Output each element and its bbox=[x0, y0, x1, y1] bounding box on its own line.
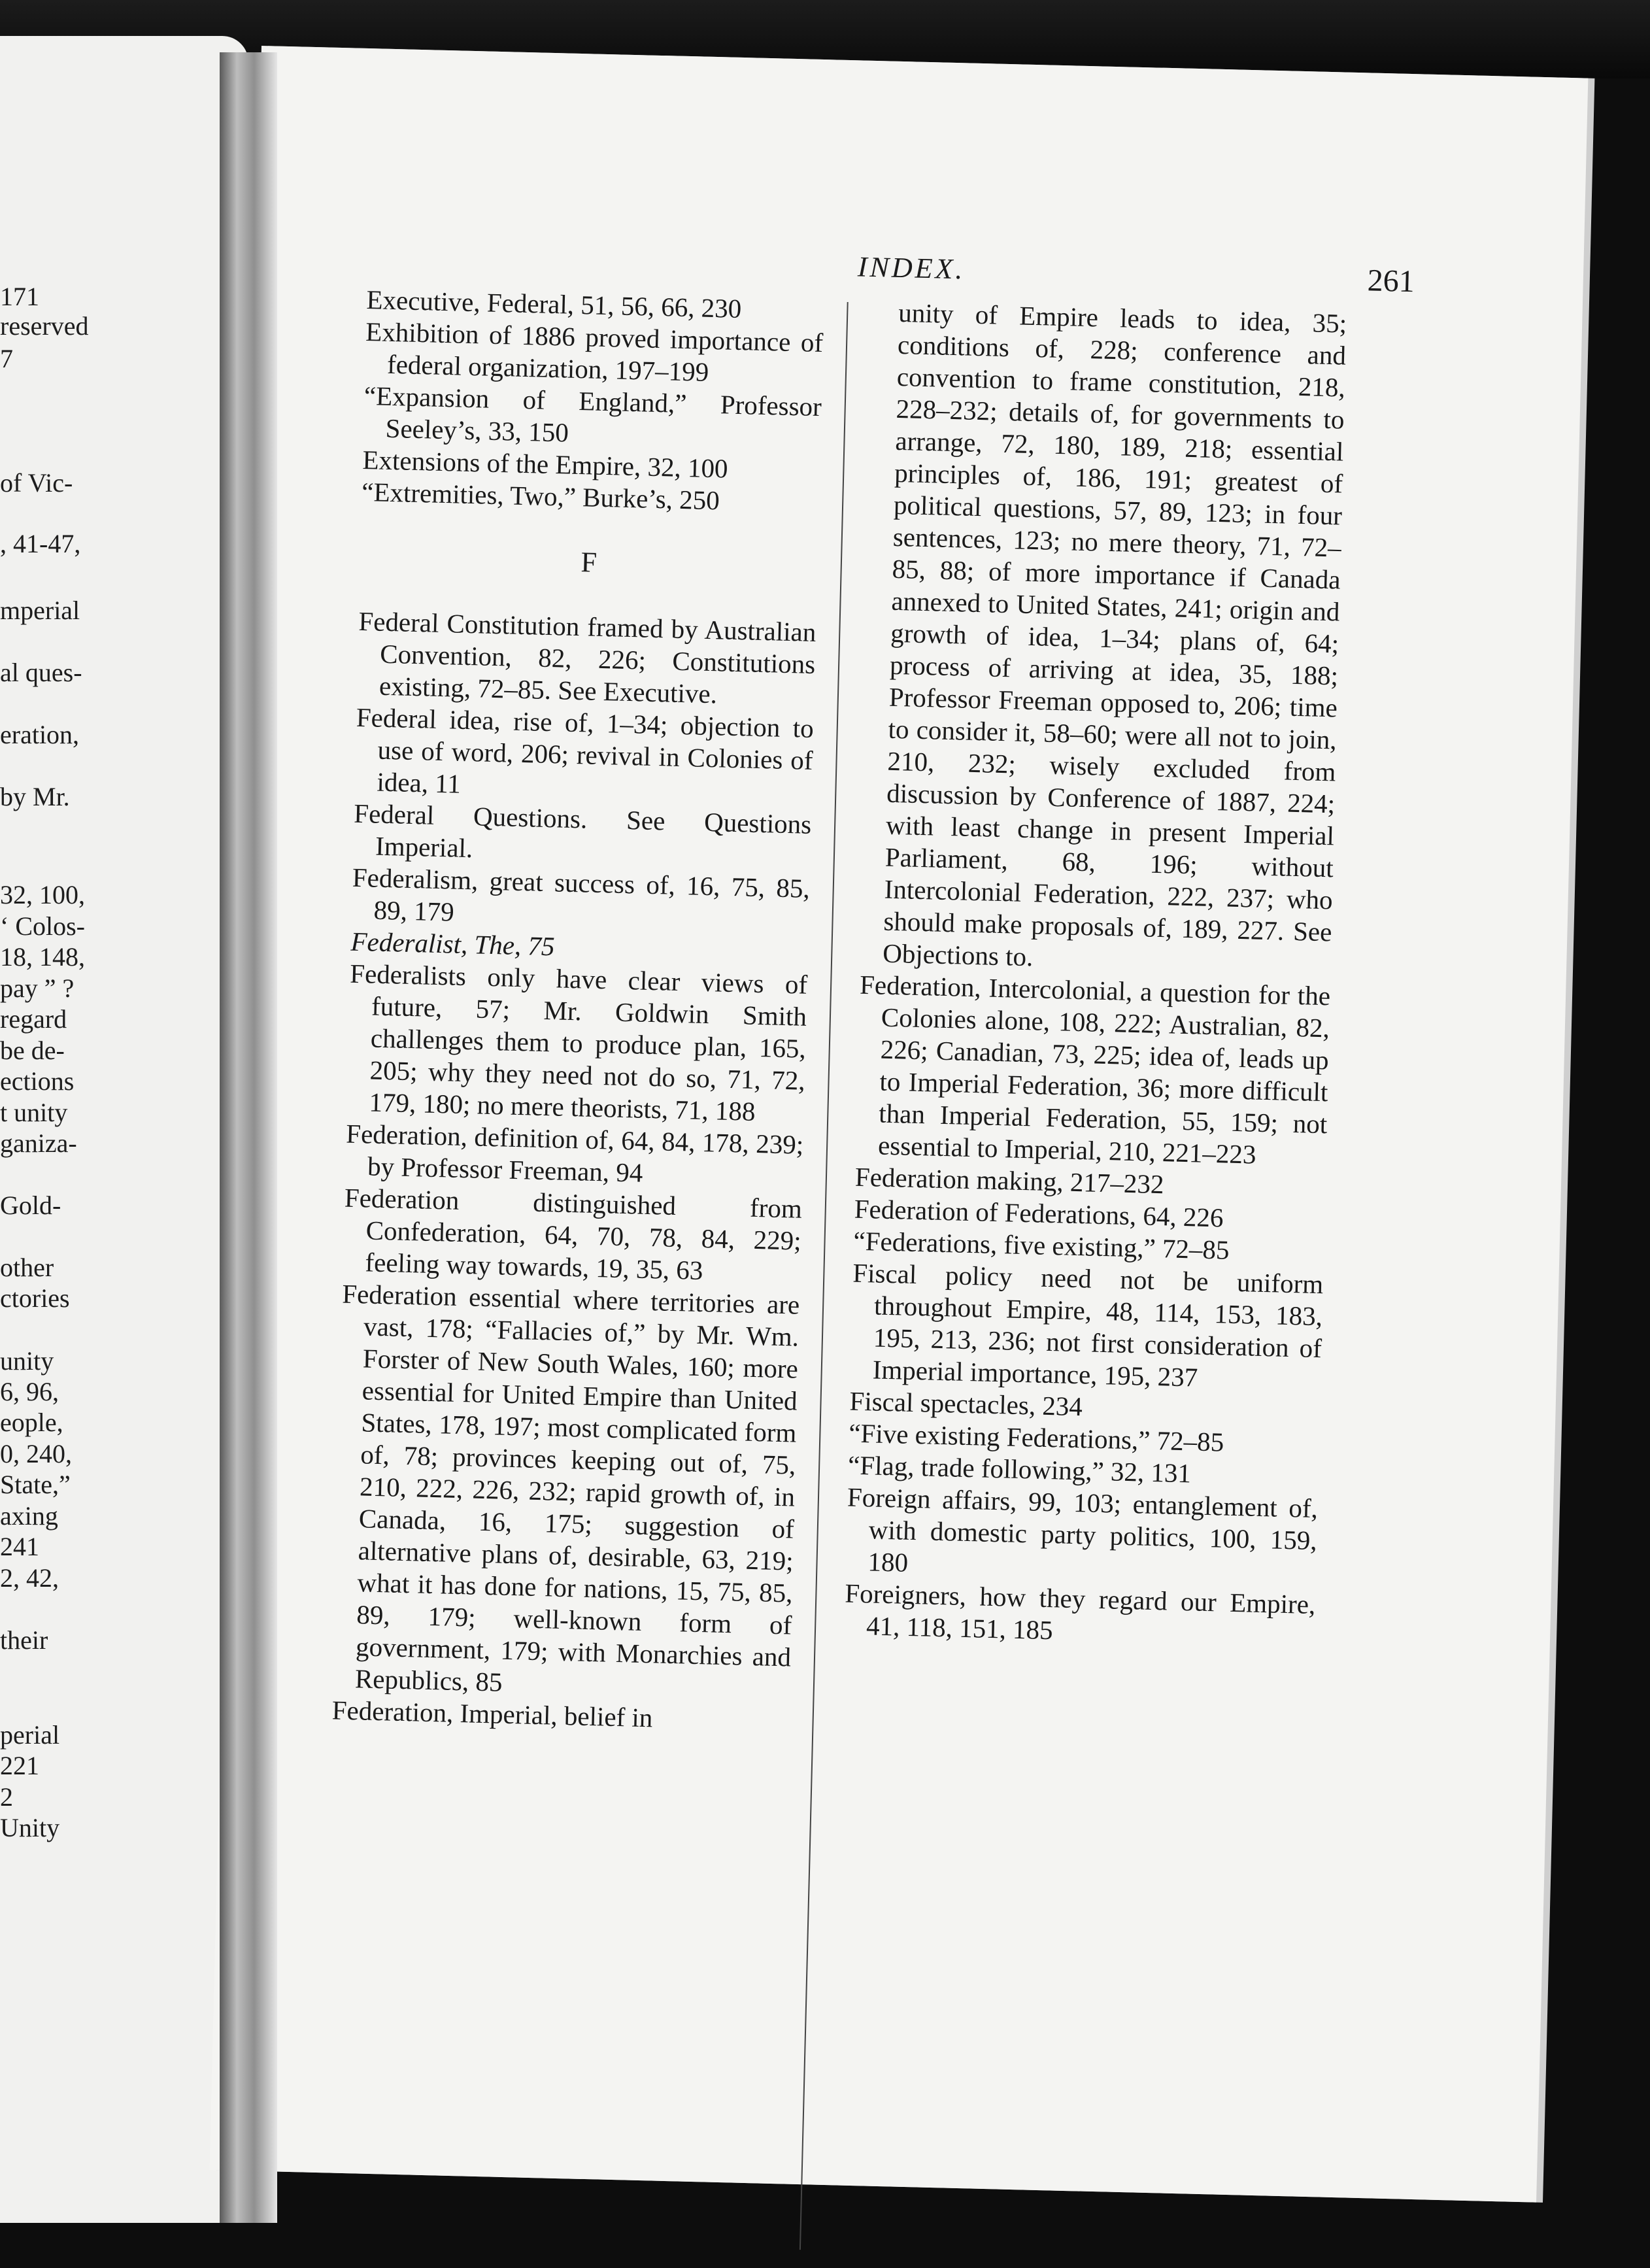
facing-page-fragment: 241 bbox=[0, 1532, 39, 1561]
index-entry: Executive, Federal, 51, 56, 66, 230 bbox=[366, 284, 742, 324]
index-entry: Federalists only have clear views of future, 57; Mr. Goldwin Smith challenges them to produce plan, 165, 205; why they need not do so, 71, 72, 179, 180; no mere theorists, 71, 188 bbox=[349, 958, 808, 1126]
facing-page-fragment: ctories bbox=[0, 1283, 70, 1313]
facing-page-fragment: al ques- bbox=[0, 658, 82, 687]
index-entry: Federalist, The, 75 bbox=[350, 926, 556, 962]
facing-page-fragment: by Mr. bbox=[0, 782, 70, 811]
facing-page-fragment: pay ” ? bbox=[0, 973, 75, 1003]
index-entry: Federation distinguished from Confederation, 64, 70, 78, 84, 229; feeling way towards, 19, 35, 63 bbox=[344, 1182, 803, 1286]
facing-page-fragment: State,” bbox=[0, 1470, 71, 1499]
facing-page-fragment: eople, bbox=[0, 1408, 63, 1437]
index-entry: Foreigners, how they regard our Empire, 41, 118, 151, 185 bbox=[844, 1578, 1316, 1646]
facing-page-fragment: of Vic- bbox=[0, 468, 73, 498]
facing-page-fragment: be de- bbox=[0, 1036, 65, 1065]
index-entry: Federation, definition of, 64, 84, 178, 239; by Professor Freeman, 94 bbox=[345, 1118, 804, 1188]
index-entry: Federalism, great success of, 16, 75, 85, 89, 179 bbox=[352, 862, 811, 927]
facing-page-fragment: ganiza- bbox=[0, 1128, 77, 1158]
facing-page-fragment: 32, 100, bbox=[0, 880, 85, 909]
index-entry: “Five existing Federations,” 72–85 bbox=[848, 1417, 1224, 1457]
facing-page-fragment: 18, 148, bbox=[0, 942, 85, 972]
facing-page-fragment: 6, 96, bbox=[0, 1377, 59, 1406]
index-entry: Fiscal spectacles, 234 bbox=[849, 1385, 1083, 1422]
facing-page-fragment: 221 bbox=[0, 1751, 39, 1780]
index-entry: Exhibition of 1886 proved importance of federal organization, 197–199 bbox=[365, 316, 824, 387]
running-header: INDEX. bbox=[857, 250, 966, 286]
facing-page-fragment: ections bbox=[0, 1066, 75, 1096]
index-entry: “Extremities, Two,” Burke’s, 250 bbox=[361, 476, 720, 516]
facing-page-fragment: regard bbox=[0, 1004, 67, 1034]
facing-page-fragment: 0, 240, bbox=[0, 1439, 72, 1468]
index-entry: unity of Empire leads to idea, 35; conditions of, 228; conference and convention to frame constitution, 218, 228–232; details of, for governments to arrange, 72, 180, 189, 218; essential principles of, 186, 191; greatest of political questions, 57, 89, 123; in four sentences, 123; no mere theory, 71, 72–85, 88; of more importance if Canada annexed to United States, 241; origin and growth of idea, 1–34; plans of, 64; process of arriving at idea, 35, 188; Professor Freeman opposed to, 206; time to consider it, 58–60; were all not to join, 210, 232; wisely excluded from discussion by Conference of 1887, 224; with least change in present Imperial Parliament, 68, 196; without Intercolonial Federation, 222, 237; who should make proposals of, 189, 227. See Objections to. bbox=[882, 297, 1347, 972]
facing-page-fragment: perial bbox=[0, 1720, 60, 1750]
index-entry: Federation of Federations, 64, 226 bbox=[854, 1193, 1224, 1233]
page-number: 261 bbox=[1367, 263, 1415, 299]
facing-page-fragment: their bbox=[0, 1625, 48, 1655]
facing-page-fragment: ‘ Colos- bbox=[0, 911, 85, 941]
facing-page-fragment: eration, bbox=[0, 720, 80, 749]
facing-page-fragment: , 41-47, bbox=[0, 529, 81, 558]
index-column-right bbox=[844, 296, 1347, 1653]
index-entry: Federation making, 217–232 bbox=[854, 1161, 1164, 1200]
index-entry: “Flag, trade following,” 32, 131 bbox=[847, 1449, 1192, 1489]
facing-page-fragment: mperial bbox=[0, 596, 80, 625]
index-entry: Federation, Intercolonial, a question for the Colonies alone, 108, 222; Australian, 82, 226; Canadian, 73, 225; idea of, leads up to Imperial Federation, 36; more difficult than Imperial Federation, 55, 159; not essential to Imperial, 210, 221–223 bbox=[859, 969, 1331, 1170]
index-entry: Federal Questions. See Questions Imperial. bbox=[353, 798, 812, 864]
index-entry: “Expansion of England,” Professor Seeley’s, 33, 150 bbox=[363, 381, 822, 448]
facing-page-fragment: axing bbox=[0, 1501, 58, 1531]
index-entry: Federation essential where territories are vast, 178; “Fallacies of,” by Mr. Wm. Forster of New South Wales, 160; more essential for United Empire than United States, 178, 197; most complicated form of, 78; provinces keeping out of, 75, 210, 222, 226, 232; rapid growth of, in Canada, 16, 175; suggestion of alternative plans of, desirable, 63, 219; what it has done for nations, 15, 75, 85, 89, 179; well-known form of government, 179; with Monarchies and Republics, 85 bbox=[341, 1278, 800, 1697]
facing-page-fragment: unity bbox=[0, 1346, 54, 1376]
facing-page-fragment: Unity bbox=[0, 1813, 60, 1842]
facing-page-fragment: 171 bbox=[0, 282, 39, 311]
facing-page-fragment: 2 bbox=[0, 1782, 13, 1812]
index-entry: “Federations, five existing,” 72–85 bbox=[853, 1225, 1230, 1265]
section-letter: F bbox=[581, 546, 598, 579]
index-column-left bbox=[331, 284, 824, 1737]
index-entry: Fiscal policy need not be uniform throughout Empire, 48, 114, 153, 183, 195, 213, 236; not first consideration of Imperial importance, 195, 237 bbox=[852, 1257, 1324, 1393]
index-entry: Federal idea, rise of, 1–34; objection to use of word, 206; revival in Colonies of idea, 11 bbox=[356, 702, 815, 799]
index-entry: Foreign affairs, 99, 103; entanglement of, with domestic party politics, 100, 159, 180 bbox=[847, 1481, 1319, 1578]
index-entry: Extensions of the Empire, 32, 100 bbox=[362, 444, 729, 484]
facing-page-fragment: other bbox=[0, 1253, 54, 1282]
facing-page-fragment: Gold- bbox=[0, 1191, 61, 1220]
facing-page-fragment: 2, 42, bbox=[0, 1563, 59, 1593]
index-page bbox=[210, 46, 1589, 2203]
facing-page-fragment: reserved bbox=[0, 311, 89, 341]
index-entry: Federal Constitution framed by Australian Convention, 82, 226; Constitutions existing, 72–85. See Executive. bbox=[358, 605, 817, 709]
facing-page-fragment: 7 bbox=[0, 344, 13, 373]
facing-page-text bbox=[0, 0, 248, 2223]
index-entry: Federation, Imperial, belief in bbox=[331, 1695, 653, 1733]
book-spine bbox=[220, 52, 277, 2223]
facing-page-fragment: t unity bbox=[0, 1098, 68, 1127]
